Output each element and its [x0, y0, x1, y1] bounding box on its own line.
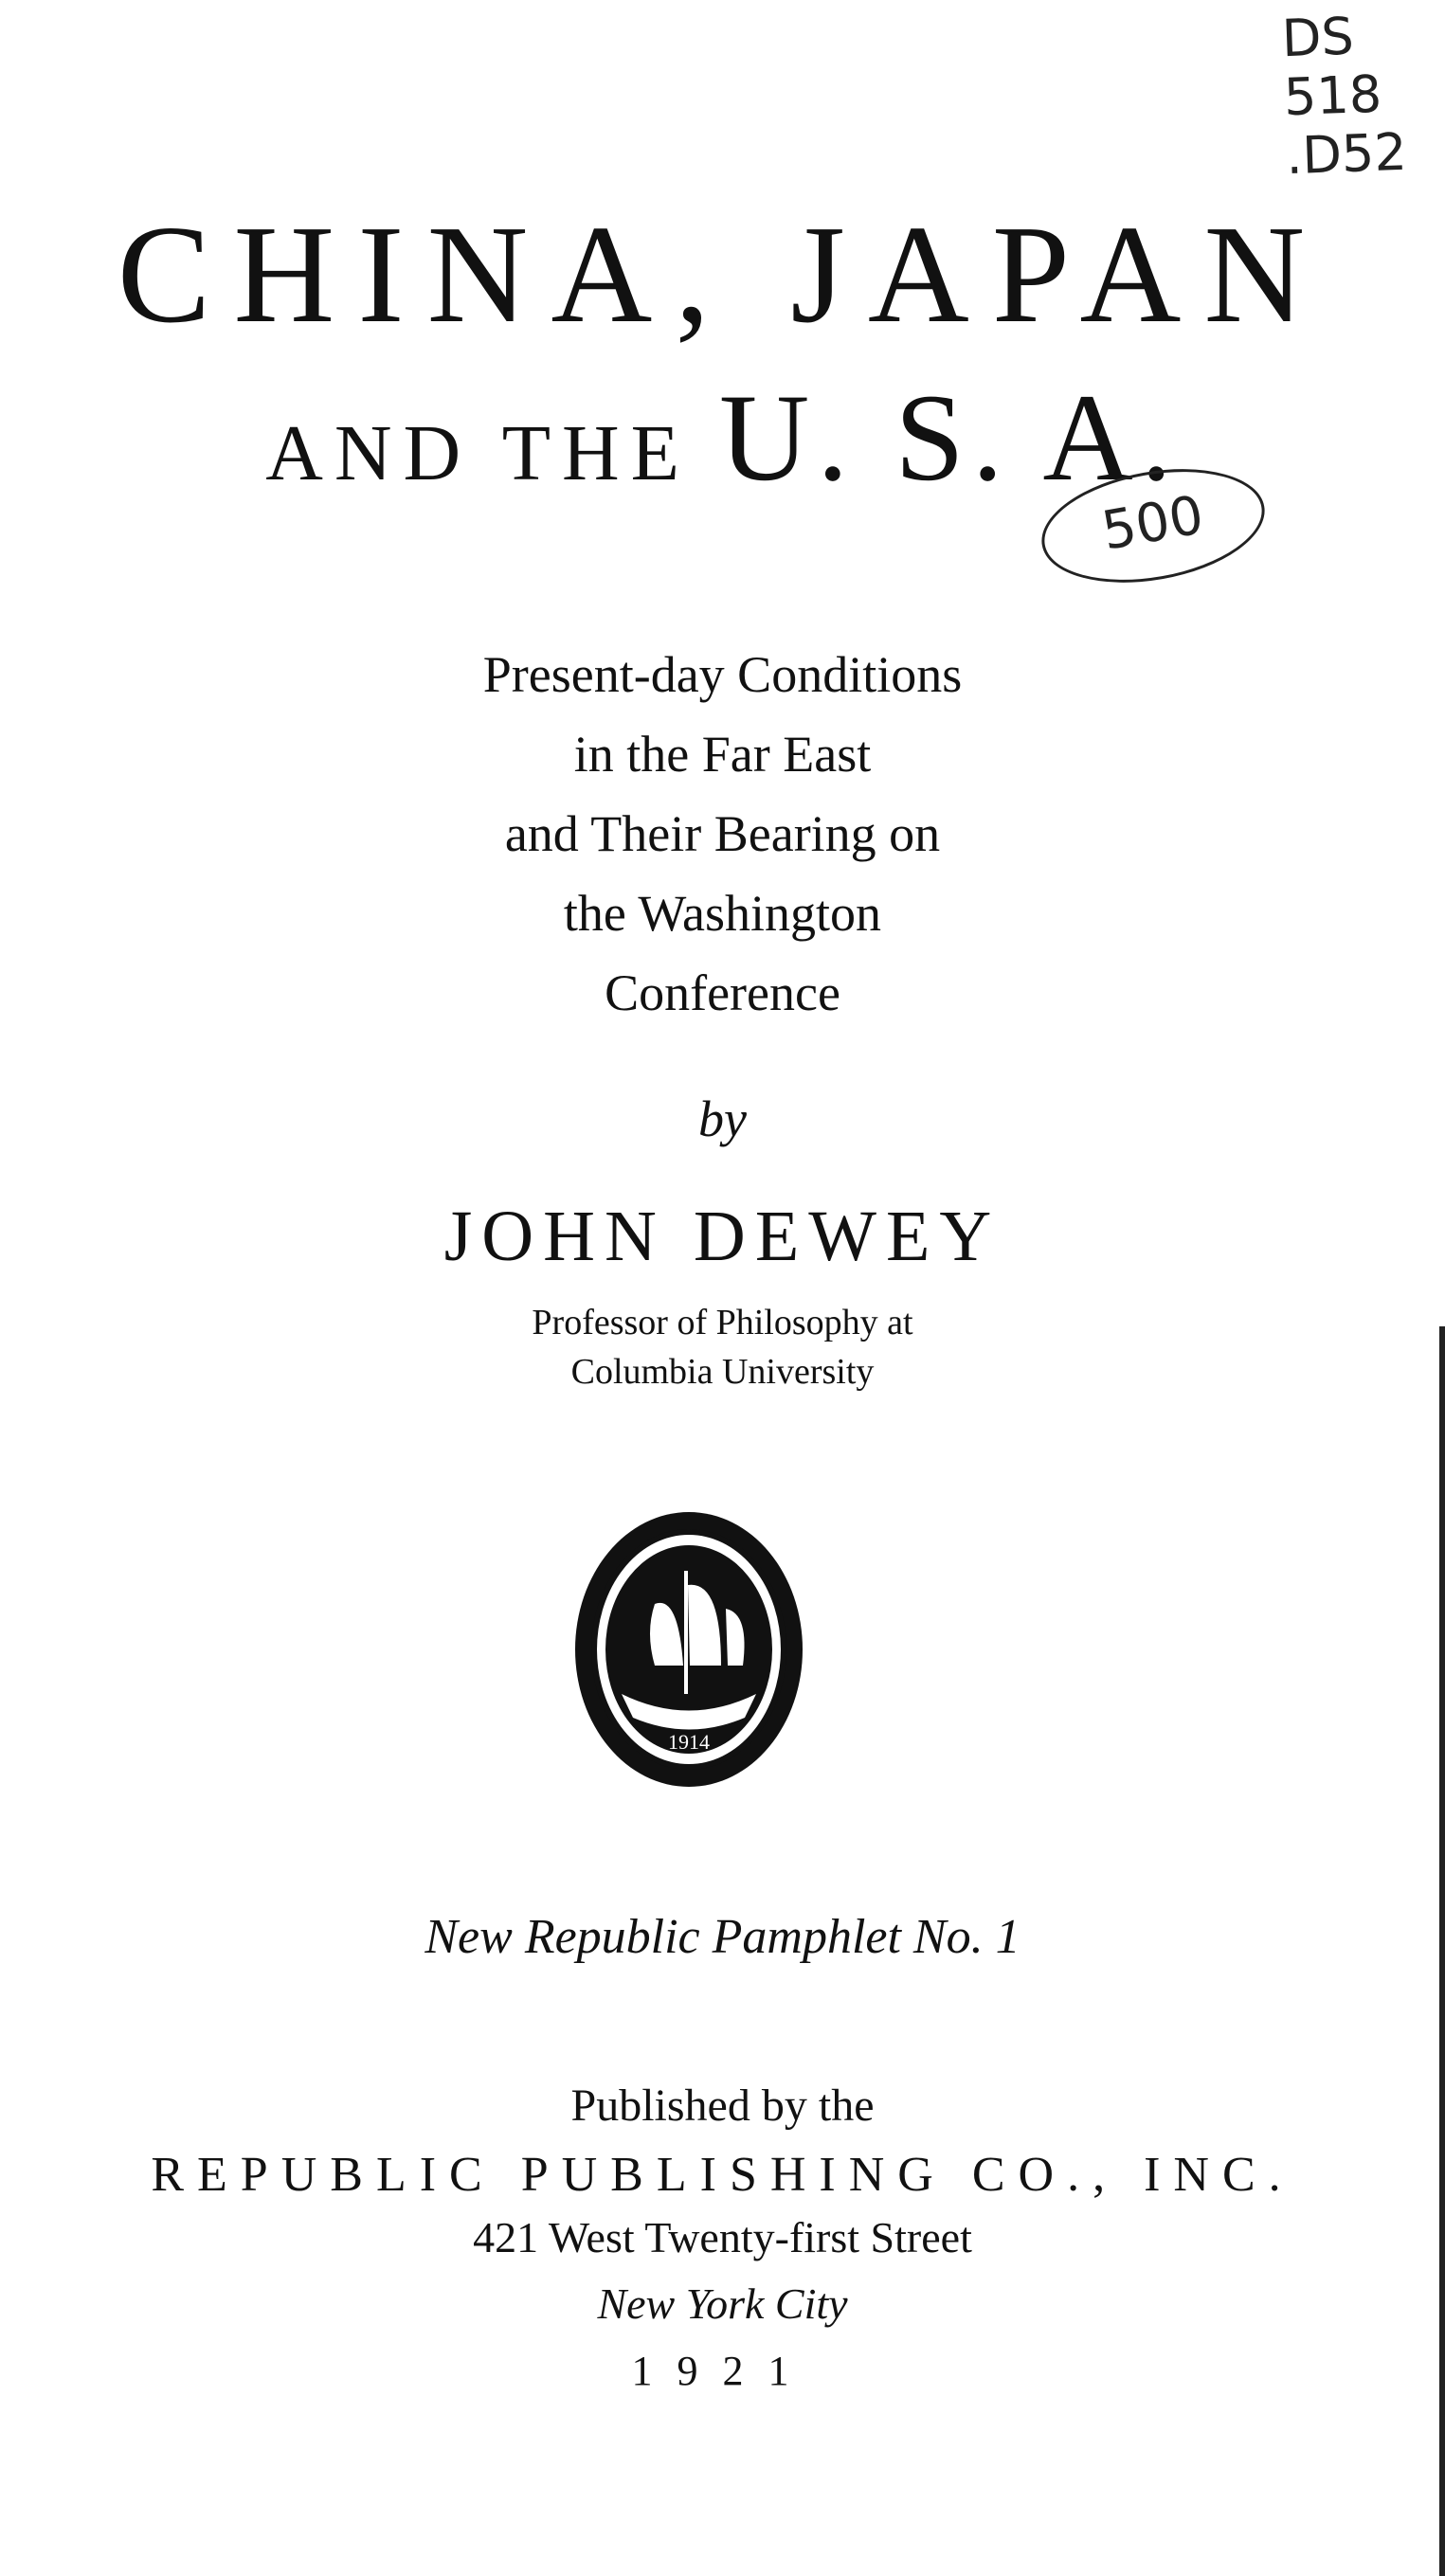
subtitle-line: the Washington: [563, 885, 882, 942]
publisher-ship-emblem-icon: [565, 1504, 813, 1794]
by-line: by: [698, 1090, 747, 1147]
subtitle: [0, 635, 1445, 1033]
call-number-line: 518: [1282, 63, 1383, 128]
title-usa: U. S. A.: [718, 368, 1180, 507]
affiliation-line: Columbia University: [570, 1352, 875, 1392]
subtitle-line: and Their Bearing on: [504, 805, 941, 862]
title-and-the: AND THE: [265, 409, 691, 497]
title-line-1: CHINA, JAPAN: [117, 197, 1328, 352]
call-number-line: .D52: [1285, 121, 1408, 187]
scan-edge-shadow: [1439, 1326, 1445, 2576]
published-by: Published by the: [570, 2081, 875, 2131]
handwritten-call-number: [1281, 6, 1408, 186]
subtitle-line: Conference: [605, 964, 840, 1021]
series-line: New Republic Pamphlet No. 1: [424, 1910, 1021, 1964]
affiliation-line: Professor of Philosophy at: [532, 1303, 913, 1342]
publisher-name: REPUBLIC PUBLISHING CO., INC.: [151, 2148, 1294, 2202]
call-number-line: DS: [1280, 6, 1355, 69]
publisher-address: 421 West Twenty-first Street: [473, 2213, 972, 2261]
handwritten-circled-note: 500: [1033, 453, 1273, 599]
publisher-city: New York City: [597, 2279, 848, 2328]
author-name: JOHN DEWEY: [443, 1197, 1002, 1276]
emblem-year: 1914: [668, 1730, 710, 1754]
author-affiliation: [0, 1298, 1445, 1396]
subtitle-line: Present-day Conditions: [482, 646, 963, 703]
subtitle-line: in the Far East: [573, 726, 872, 783]
publication-year: 1921: [631, 2348, 814, 2394]
